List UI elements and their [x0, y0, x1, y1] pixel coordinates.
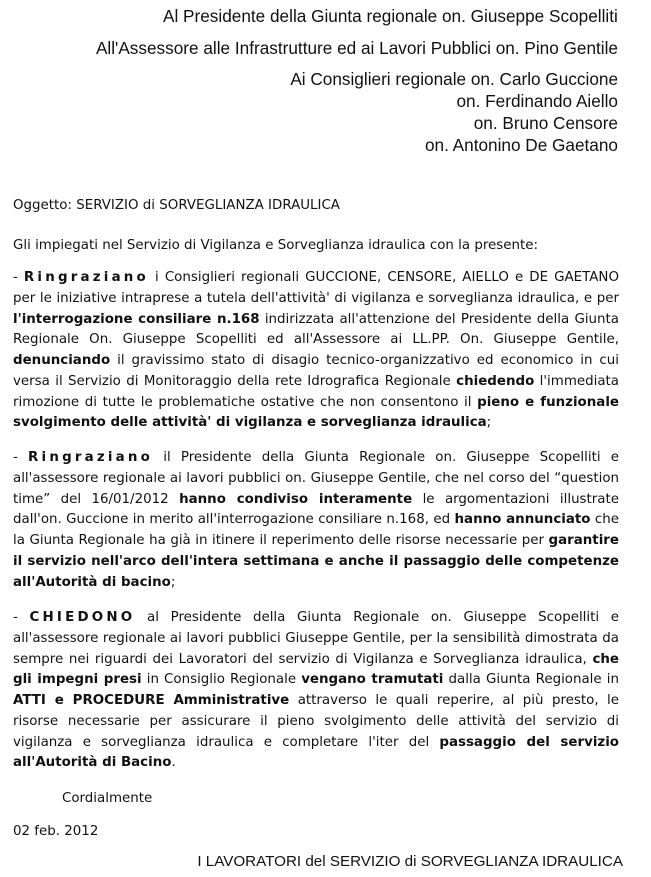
p2-text-2: le argomentazioni illustrate dall'on. Guccione in merito all'interrogazione consiliare n.168, ed	[13, 491, 619, 528]
p3-dash: -	[13, 610, 30, 625]
recipient-councillor-1: Ai Consiglieri regionale on. Carlo Guccione	[290, 69, 618, 89]
p3-bold-2: vengano tramutati	[301, 672, 444, 688]
p3-text-4: attraverso le quali reperire, al più presto, le risorse necessarie per assicurare il pieno svolgimento delle attività del servizio di vigilanza e sorveglianza idraulica e completare l'iter del	[13, 693, 619, 750]
recipient-assessor: All'Assessore alle Infrastrutture ed ai Lavori Pubblici on. Pino Gentile	[95, 38, 618, 58]
p2-verb: Ringraziano	[28, 450, 154, 465]
p2-bold-1: hanno condiviso interamente	[179, 491, 413, 507]
p3-verb: CHIEDONO	[29, 610, 136, 625]
p3-text-2: in Consiglio Regionale	[141, 672, 302, 688]
paragraph-request	[13, 608, 619, 774]
p3-text-1: al Presidente della Giunta Regionale on. Giuseppe Scopelliti e all'assessore regionale ai lavori pubblici Giuseppe Gentile, per la sensibilità dimostrata da sempre nei riguardi dei Lavoratori del servizio di Vigilanza e Sorveglianza idraulica,	[13, 610, 619, 667]
p1-text-1: i Consiglieri regionali GUCCIONE, CENSORE, AIELLO e DE GAETANO per le iniziative intraprese a tutela dell'attività' di vigilanza e sorveglianza idraulica, e per	[13, 270, 619, 306]
p1-bold-4: pieno e funzionale svolgimento delle attività' di vigilanza e sorveglianza idraulica	[13, 394, 619, 431]
p2-bold-3: garantire il servizio nell'arco dell'intera settimana e anche il passaggio delle competenze all'Autorità di bacino	[13, 533, 619, 590]
p1-text-2: indirizzata all'attenzione del Presidente della Giunta Regionale On. Giuseppe Scopelliti ed all'Assessore ai LL.PP. On. Giuseppe Gentile,	[13, 311, 619, 348]
p1-bold-3: chiedendo	[456, 373, 535, 389]
p3-text-3: dalla Giunta Regionale in	[443, 672, 619, 688]
p3-bold-1: che gli impegni presi	[13, 651, 619, 688]
recipient-president: Al Presidente della Giunta regionale on. Giuseppe Scopelliti	[163, 6, 618, 26]
p1-text-4: l'immediata rimozione di tutte le problematiche ostative che non consentono il	[13, 373, 619, 410]
p2-text-1: il Presidente della Giunta Regionale on. Giuseppe Scopelliti e all'assessore regionale ai lavori pubblici on. Giuseppe Gentile, che nel corso del “question time” del 16/01/2012	[13, 450, 619, 507]
signature: I LAVORATORI del SERVIZIO di SORVEGLIANZA IDRAULICA	[197, 853, 623, 870]
p1-text-5: ;	[486, 415, 492, 431]
p2-dash: -	[13, 450, 29, 465]
recipient-councillor-4: on. Antonino De Gaetano	[424, 135, 618, 155]
p1-dash: -	[13, 270, 24, 285]
p2-text-4: ;	[170, 574, 176, 590]
intro-line: Gli impiegati nel Servizio di Vigilanza e Sorveglianza idraulica con la presente:	[13, 238, 539, 253]
p3-text-5: .	[171, 755, 176, 771]
letter-date: 02 feb. 2012	[13, 824, 99, 839]
p3-bold-3: ATTI e PROCEDURE Amministrative	[13, 693, 290, 708]
paragraph-thanks-president	[13, 448, 619, 593]
p1-bold-1: l'interrogazione consiliare n.168	[13, 311, 260, 327]
closing: Cordialmente	[62, 791, 153, 806]
p1-text-3: il gravissimo stato di disagio tecnico-organizzativo ed economico in cui versa il Servizio di Monitoraggio della rete Idrografica Regionale	[13, 353, 619, 389]
recipient-councillor-2: on. Ferdinando Aiello	[456, 91, 618, 111]
p2-bold-2: hanno annunciato	[454, 512, 591, 528]
subject-line: Oggetto: SERVIZIO di SORVEGLIANZA IDRAULICA	[13, 198, 340, 213]
p1-bold-2: denunciando	[13, 353, 111, 368]
p2-text-3: che la Giunta Regionale ha già in itinere il reperimento delle risorse necessarie per	[13, 512, 619, 548]
p3-bold-4: passaggio del servizio all'Autorità di Bacino	[13, 734, 619, 771]
p1-verb: Ringraziano	[23, 270, 149, 285]
paragraph-thanks-councillors	[13, 268, 619, 434]
recipient-councillor-3: on. Bruno Censore	[473, 113, 618, 133]
